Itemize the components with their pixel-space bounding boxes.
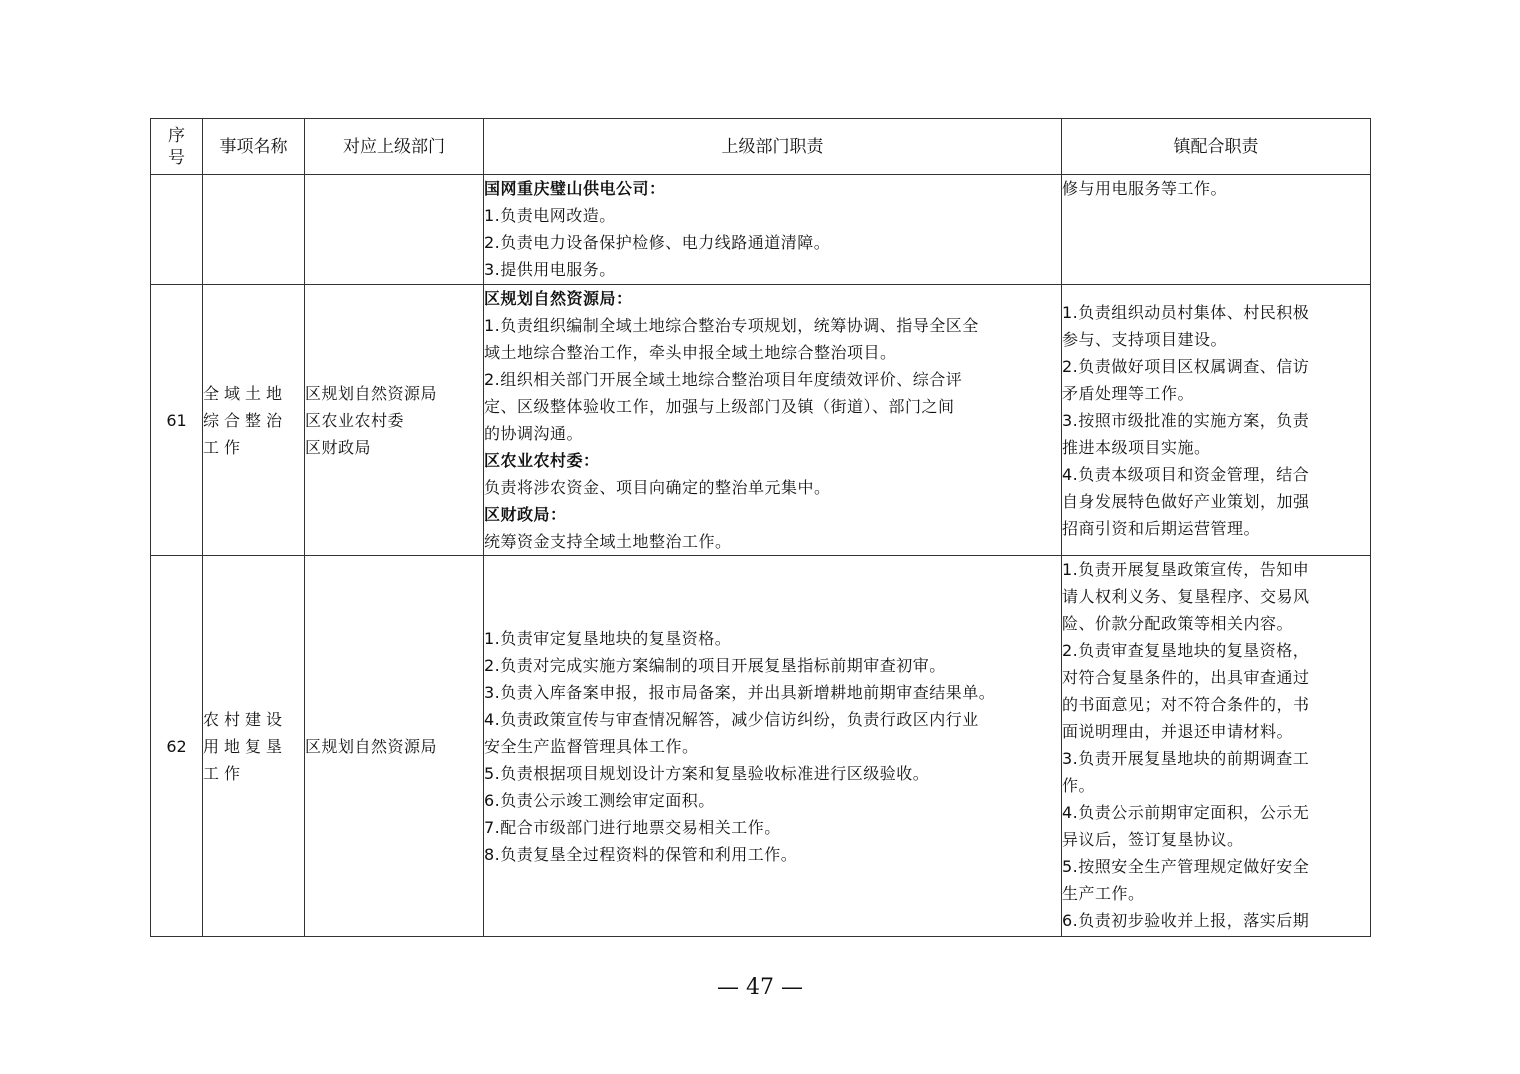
table-header-row: [151, 119, 1371, 175]
name-line: 农村建设: [203, 709, 288, 729]
coop-line: 险、价款分配政策等相关内容。: [1062, 614, 1294, 633]
duty-line: 的协调沟通。: [484, 424, 584, 443]
row-duty: [484, 175, 1062, 285]
duty-line: 统筹资金支持全域土地整治工作。: [484, 532, 732, 551]
duty-line: 8.负责复垦全过程资料的保管和利用工作。: [484, 844, 798, 864]
header-seq-label: 序 号: [168, 125, 185, 168]
row-name: [203, 175, 305, 285]
coop-line: 矛盾处理等工作。: [1062, 383, 1195, 403]
duty-line: 1.负责电网改造。: [484, 206, 616, 225]
row-dept: [305, 175, 484, 285]
dept-line: 区财政局: [305, 437, 372, 457]
coop-line: 2.负责做好项目区权属调查、信访: [1062, 356, 1310, 376]
coop-line: 请人权利义务、复垦程序、交易风: [1062, 587, 1310, 606]
duty-line: 2.负责电力设备保护检修、电力线路通道清障。: [484, 233, 831, 252]
duty-line: 2.负责对完成实施方案编制的项目开展复垦指标前期审查初审。: [484, 655, 946, 675]
duty-org: 区农业农村委：: [484, 451, 600, 470]
duty-line: 3.提供用电服务。: [484, 260, 616, 279]
dept-line: 区规划自然资源局: [305, 383, 438, 403]
header-duty: 上级部门职责: [484, 119, 1062, 175]
row-seq: 61: [151, 285, 203, 556]
duty-line: 安全生产监督管理具体工作。: [484, 736, 699, 756]
coop-line: 4.负责本级项目和资金管理，结合: [1062, 464, 1310, 484]
coop-line: 3.负责开展复垦地块的前期调查工: [1062, 749, 1310, 768]
header-seq: [151, 119, 203, 175]
coop-line: 5.按照安全生产管理规定做好安全: [1062, 857, 1310, 876]
row-coop: [1062, 556, 1371, 937]
coop-line: 4.负责公示前期审定面积，公示无: [1062, 803, 1310, 822]
duty-line: 1.负责审定复垦地块的复垦资格。: [484, 628, 732, 648]
name-line: 全域土地: [203, 383, 288, 403]
row-dept: [305, 285, 484, 556]
coop-line: 面说明理由，并退还申请材料。: [1062, 722, 1294, 741]
coop-line: 1.负责组织动员村集体、村民积极: [1062, 302, 1310, 322]
row-dept: [305, 556, 484, 937]
duty-line: 7.配合市级部门进行地票交易相关工作。: [484, 817, 781, 837]
row-duty: [484, 556, 1062, 937]
duty-line: 负责将涉农资金、项目向确定的整治单元集中。: [484, 478, 831, 497]
coop-line: 1.负责开展复垦政策宣传，告知申: [1062, 560, 1310, 579]
coop-line: 参与、支持项目建设。: [1062, 329, 1228, 349]
duty-line: 2.组织相关部门开展全域土地综合整治项目年度绩效评价、综合评: [484, 370, 963, 389]
header-dept: 对应上级部门: [305, 119, 484, 175]
row-seq: [151, 175, 203, 285]
duty-org: 国网重庆璧山供电公司：: [484, 179, 666, 198]
row-coop: [1062, 175, 1371, 285]
name-line: 用地复垦: [203, 736, 288, 756]
duty-line: 1.负责组织编制全域土地综合整治专项规划，统筹协调、指导全区全: [484, 316, 979, 335]
duty-line: 域土地综合整治工作，牵头申报全域土地综合整治项目。: [484, 343, 897, 362]
coop-line: 生产工作。: [1062, 884, 1145, 903]
row-name: [203, 285, 305, 556]
dept-line: 区农业农村委: [305, 410, 405, 430]
duty-line: 4.负责政策宣传与审查情况解答，减少信访纠纷，负责行政区内行业: [484, 709, 979, 729]
coop-line: 修与用电服务等工作。: [1062, 179, 1228, 198]
duty-line: 定、区级整体验收工作，加强与上级部门及镇（街道）、部门之间: [484, 397, 955, 416]
page-number: — 47 —: [717, 975, 803, 1000]
table-row: [151, 556, 1371, 937]
coop-line: 自身发展特色做好产业策划，加强: [1062, 491, 1310, 511]
row-coop: [1062, 285, 1371, 556]
coop-line: 作。: [1062, 776, 1096, 795]
coop-line: 2.负责审查复垦地块的复垦资格，: [1062, 641, 1310, 660]
header-coop: 镇配合职责: [1062, 119, 1371, 175]
duty-org: 区财政局：: [484, 505, 567, 524]
duty-org: 区规划自然资源局：: [484, 289, 633, 308]
dept-line: 区规划自然资源局: [305, 736, 438, 756]
table-row: [151, 285, 1371, 556]
coop-line: 的书面意见；对不符合条件的，书: [1062, 695, 1310, 714]
coop-line: 6.负责初步验收并上报，落实后期: [1062, 911, 1310, 930]
name-line: 工作: [203, 763, 246, 783]
row-name: [203, 556, 305, 937]
coop-line: 对符合复垦条件的，出具审查通过: [1062, 668, 1310, 687]
responsibility-table: [150, 118, 1371, 937]
duty-line: 5.负责根据项目规划设计方案和复垦验收标准进行区级验收。: [484, 763, 930, 783]
coop-line: 招商引资和后期运营管理。: [1062, 518, 1261, 538]
duty-line: 3.负责入库备案申报，报市局备案，并出具新增耕地前期审查结果单。: [484, 682, 996, 702]
table-row: [151, 175, 1371, 285]
coop-line: 推进本级项目实施。: [1062, 437, 1211, 457]
name-line: 工作: [203, 437, 246, 457]
coop-line: 异议后，签订复垦协议。: [1062, 830, 1244, 849]
header-name: 事项名称: [203, 119, 305, 175]
coop-line: 3.按照市级批准的实施方案，负责: [1062, 410, 1310, 430]
duty-line: 6.负责公示竣工测绘审定面积。: [484, 790, 715, 810]
row-duty: [484, 285, 1062, 556]
row-seq: 62: [151, 556, 203, 937]
name-line: 综合整治: [203, 410, 288, 430]
